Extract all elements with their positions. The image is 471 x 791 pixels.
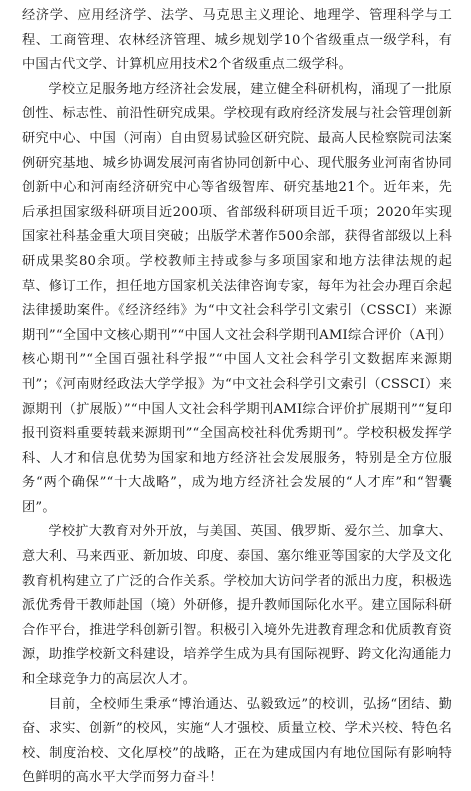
- paragraph-disciplines: 经济学、应用经济学、法学、马克思主义理论、地理学、管理科学与工程、工商管理、农林经济管理、城乡规划学10个省级重点一级学科，有中国古代文学、计算机应用技术2个省级重点二级学科。: [22, 8, 452, 73]
- paragraph-motto: 目前，全校师生秉承“博治通达、弘毅致远”的校训，弘扬“团结、勤奋、求实、创新”的校风，实施“人才强校、质量立校、学术兴校、特色名校、制度治校、文化厚校”的战略，正在为建成国内有地位国际有影响特色鲜明的高水平大学而努力奋斗！: [22, 696, 452, 786]
- document-body: [22, 4, 452, 791]
- paragraph-international: 学校扩大教育对外开放，与美国、英国、俄罗斯、爱尔兰、加拿大、意大利、马来西亚、新加坡、印度、泰国、塞尔维亚等国家的大学及文化教育机构建立了广泛的合作关系。学校加大访问学者的派出力度，积极选派优秀骨干教师赴国（境）外研修，提升教师国际化水平。建立国际科研合作平台，推进学科创新引智。积极引入境外先进教育理念和优质教育资源，助推学校新文科建设，培养学生成为具有国际视野、跨文化沟通能力和全球竞争力的高层次人才。: [22, 524, 452, 688]
- paragraph-research: 学校立足服务地方经济社会发展，建立健全科研机构，涌现了一批原创性、标志性、前沿性研究成果。学校现有政府经济发展与社会管理创新研究中心、中国（河南）自由贸易试验区研究院、最高人民检察院司法案例研究基地、城乡协调发展河南省协同创新中心、现代服务业河南省协同创新中心和河南经济研究中心等省级智库、研究基地21个。近年来，先后承担国家级科研项目近200项、省部级科研项目近千项；2020年实现国家社科基金重大项目突破；出版学术著作500余部，获得省部级以上科研成果奖80余项。学校教师主持或参与多项国家和地方法律法规的起草、修订工作，担任地方国家机关法律咨询专家，每年为社会办理百余起法律援助案件。《经济经纬》为“中文社会科学引文索引（CSSCI）来源期刊”“全国中文核心期刊”“中国人文社会科学期刊AMI综合评价（A刊）核心期刊”“全国百强社科学报”“中国人文社会科学引文数据库来源期刊”；《河南财经政法大学学报》为“中文社会科学引文索引（CSSCI）来源期刊（扩展版）”“中国人文社会科学期刊AMI综合评价扩展期刊”“复印报刊资料重要转载来源期刊”“全国高校社科优秀期刊”。学校积极发挥学科、人才和信息优势为国家和地方经济社会发展服务，特别是全方位服务“两个确保”“十大战略”，成为地方经济社会发展的“人才库”和“智囊团”。: [22, 81, 452, 515]
